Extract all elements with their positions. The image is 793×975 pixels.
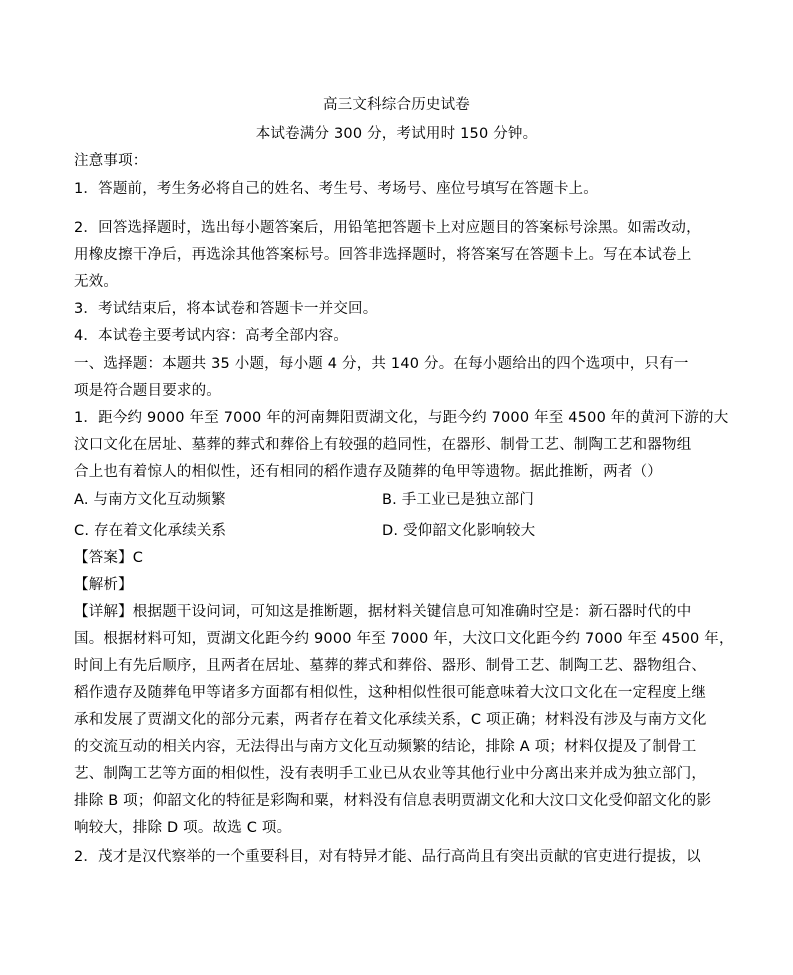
detail-line: 时间上有先后顺序，且两者在居址、墓葬的葬式和葬俗、器形、制骨工艺、制陶工艺、器物组合、 xyxy=(74,658,707,674)
question-1-stem-line: 1．距今约 9000 年至 7000 年的河南舞阳贾湖文化，与距今约 7000 年至 4500 年的黄河下游的大 xyxy=(74,410,729,426)
notice-item-2-line: 用橡皮擦干净后，再选涂其他答案标号。回答非选择题时，将答案写在答题卡上。写在本试卷上 xyxy=(74,247,692,263)
notice-item-4: 4．本试卷主要考试内容：高考全部内容。 xyxy=(74,328,349,344)
option-b: B. 手工业已是独立部门 xyxy=(382,492,535,508)
notice-item-1: 1．答题前，考生务必将自己的姓名、考生号、考场号、座位号填写在答题卡上。 xyxy=(74,181,598,197)
detail-line: 承和发展了贾湖文化的部分元素，两者存在着文化承续关系，C 项正确；材料没有涉及与南方文化 xyxy=(74,712,707,728)
notice-item-3: 3．考试结束后，将本试卷和答题卡一并交回。 xyxy=(74,301,378,317)
detail-line: 响较大，排除 D 项。故选 C 项。 xyxy=(74,820,292,836)
section-intro-line: 一、选择题：本题共 35 小题，每小题 4 分，共 140 分。在每小题给出的四个选项中，只有一 xyxy=(74,356,689,372)
detail-line: 艺、制陶工艺等方面的相似性，没有表明手工业已从农业等其他行业中分离出来并成为独立部门， xyxy=(74,766,707,782)
question-1-stem-line: 汶口文化在居址、墓葬的葬式和葬俗上有较强的趋同性，在器形、制骨工艺、制陶工艺和器物组 xyxy=(74,437,692,453)
analysis-label: 【解析】 xyxy=(74,577,133,593)
option-d: D. 受仰韶文化影响较大 xyxy=(382,523,536,539)
exam-subtitle: 本试卷满分 300 分，考试用时 150 分钟。 xyxy=(255,126,538,142)
detail-line: 国。根据材料可知，贾湖文化距今约 9000 年至 7000 年，大汶口文化距今约 7000 年至 4500 年， xyxy=(74,631,734,647)
question-2-stem-line: 2．茂才是汉代察举的一个重要科目，对有特异才能、品行高尚且有突出贡献的官吏进行提拔，以 xyxy=(74,849,701,865)
option-a: A. 与南方文化互动频繁 xyxy=(74,492,226,508)
option-c: C. 存在着文化承续关系 xyxy=(74,523,227,539)
section-intro-line: 项是符合题目要求的。 xyxy=(74,383,221,399)
notice-heading: 注意事项： xyxy=(74,153,148,169)
notice-item-2-line: 2．回答选择题时，选出每小题答案后，用铅笔把答题卡上对应题目的答案标号涂黑。如需改动， xyxy=(74,220,701,236)
detail-line: 【详解】根据题干设问词，可知这是推断题，据材料关键信息可知准确时空是：新石器时代的中 xyxy=(74,604,692,620)
question-1-stem-line: 合上也有着惊人的相似性，还有相同的稻作遗存及随葬的龟甲等遗物。据此推断，两者（） xyxy=(74,464,662,480)
detail-line: 的交流互动的相关内容，无法得出与南方文化互动频繁的结论，排除 A 项；材料仅提及了制骨工 xyxy=(74,739,697,755)
detail-line: 排除 B 项；仰韶文化的特征是彩陶和粟，材料没有信息表明贾湖文化和大汶口文化受仰韶文化的影 xyxy=(74,793,712,809)
exam-title: 高三文科综合历史试卷 xyxy=(323,97,470,113)
notice-item-2-line: 无效。 xyxy=(74,274,119,290)
detail-line: 稻作遗存及随葬龟甲等诸多方面都有相似性，这种相似性很可能意味着大汶口文化在一定程度上继 xyxy=(74,685,707,701)
answer-label: 【答案】C xyxy=(74,550,144,566)
